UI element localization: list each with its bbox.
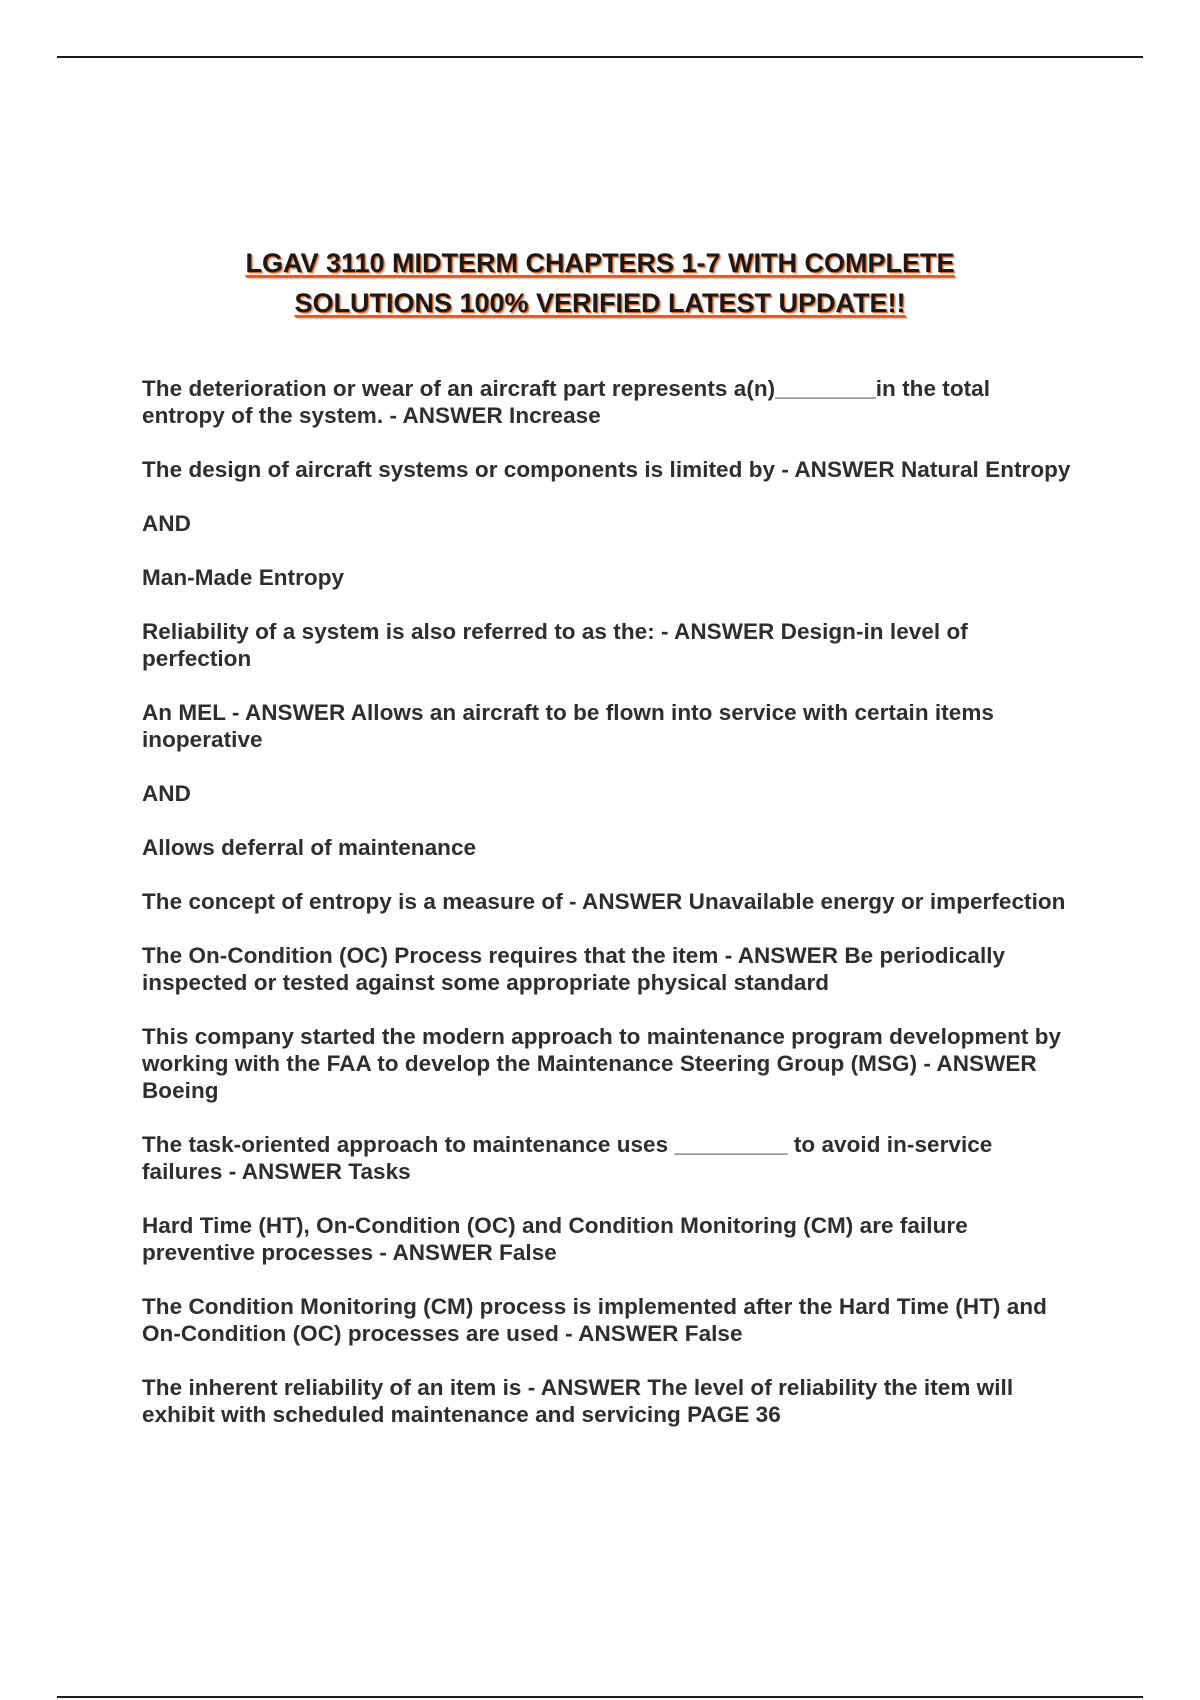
top-rule (57, 56, 1143, 58)
document-title (0, 243, 1200, 323)
qa-paragraph: The Condition Monitoring (CM) process is implemented after the Hard Time (HT) and On-Condition (OC) processes are used - ANSWER False (142, 1294, 1047, 1346)
qa-paragraph: The design of aircraft systems or components is limited by - ANSWER Natural Entropy (142, 457, 1071, 482)
title-line-2: SOLUTIONS 100% VERIFIED LATEST UPDATE!! (294, 288, 906, 318)
qa-paragraph: The task-oriented approach to maintenance uses _________ to avoid in-service failures - ANSWER Tasks (142, 1132, 993, 1184)
bottom-rule (57, 1696, 1143, 1698)
qa-paragraph: The concept of entropy is a measure of - ANSWER Unavailable energy or imperfection (142, 889, 1066, 914)
qa-paragraph: AND (142, 511, 191, 536)
qa-paragraph: Man-Made Entropy (142, 565, 345, 590)
question-answer-list (142, 375, 1072, 1455)
qa-paragraph: An MEL - ANSWER Allows an aircraft to be flown into service with certain items inoperative (142, 700, 994, 752)
qa-paragraph: The On-Condition (OC) Process requires that the item - ANSWER Be periodically inspected or tested against some appropriate physical standard (142, 943, 1006, 995)
qa-paragraph: Allows deferral of maintenance (142, 835, 477, 860)
qa-paragraph: AND (142, 781, 191, 806)
title-line-1: LGAV 3110 MIDTERM CHAPTERS 1-7 WITH COMPLETE (245, 248, 955, 278)
qa-paragraph: The inherent reliability of an item is - ANSWER The level of reliability the item will exhibit with scheduled maintenance and servicing PAGE 36 (142, 1375, 1014, 1427)
qa-paragraph: Reliability of a system is also referred to as the: - ANSWER Design-in level of perfection (142, 619, 968, 671)
qa-paragraph: This company started the modern approach to maintenance program development by working with the FAA to develop the Maintenance Steering Group (MSG) - ANSWER Boeing (142, 1024, 1062, 1103)
qa-paragraph: The deterioration or wear of an aircraft part represents a(n)________in the total entropy of the system. - ANSWER Increase (142, 376, 991, 428)
qa-paragraph: Hard Time (HT), On-Condition (OC) and Condition Monitoring (CM) are failure preventive processes - ANSWER False (142, 1213, 968, 1265)
